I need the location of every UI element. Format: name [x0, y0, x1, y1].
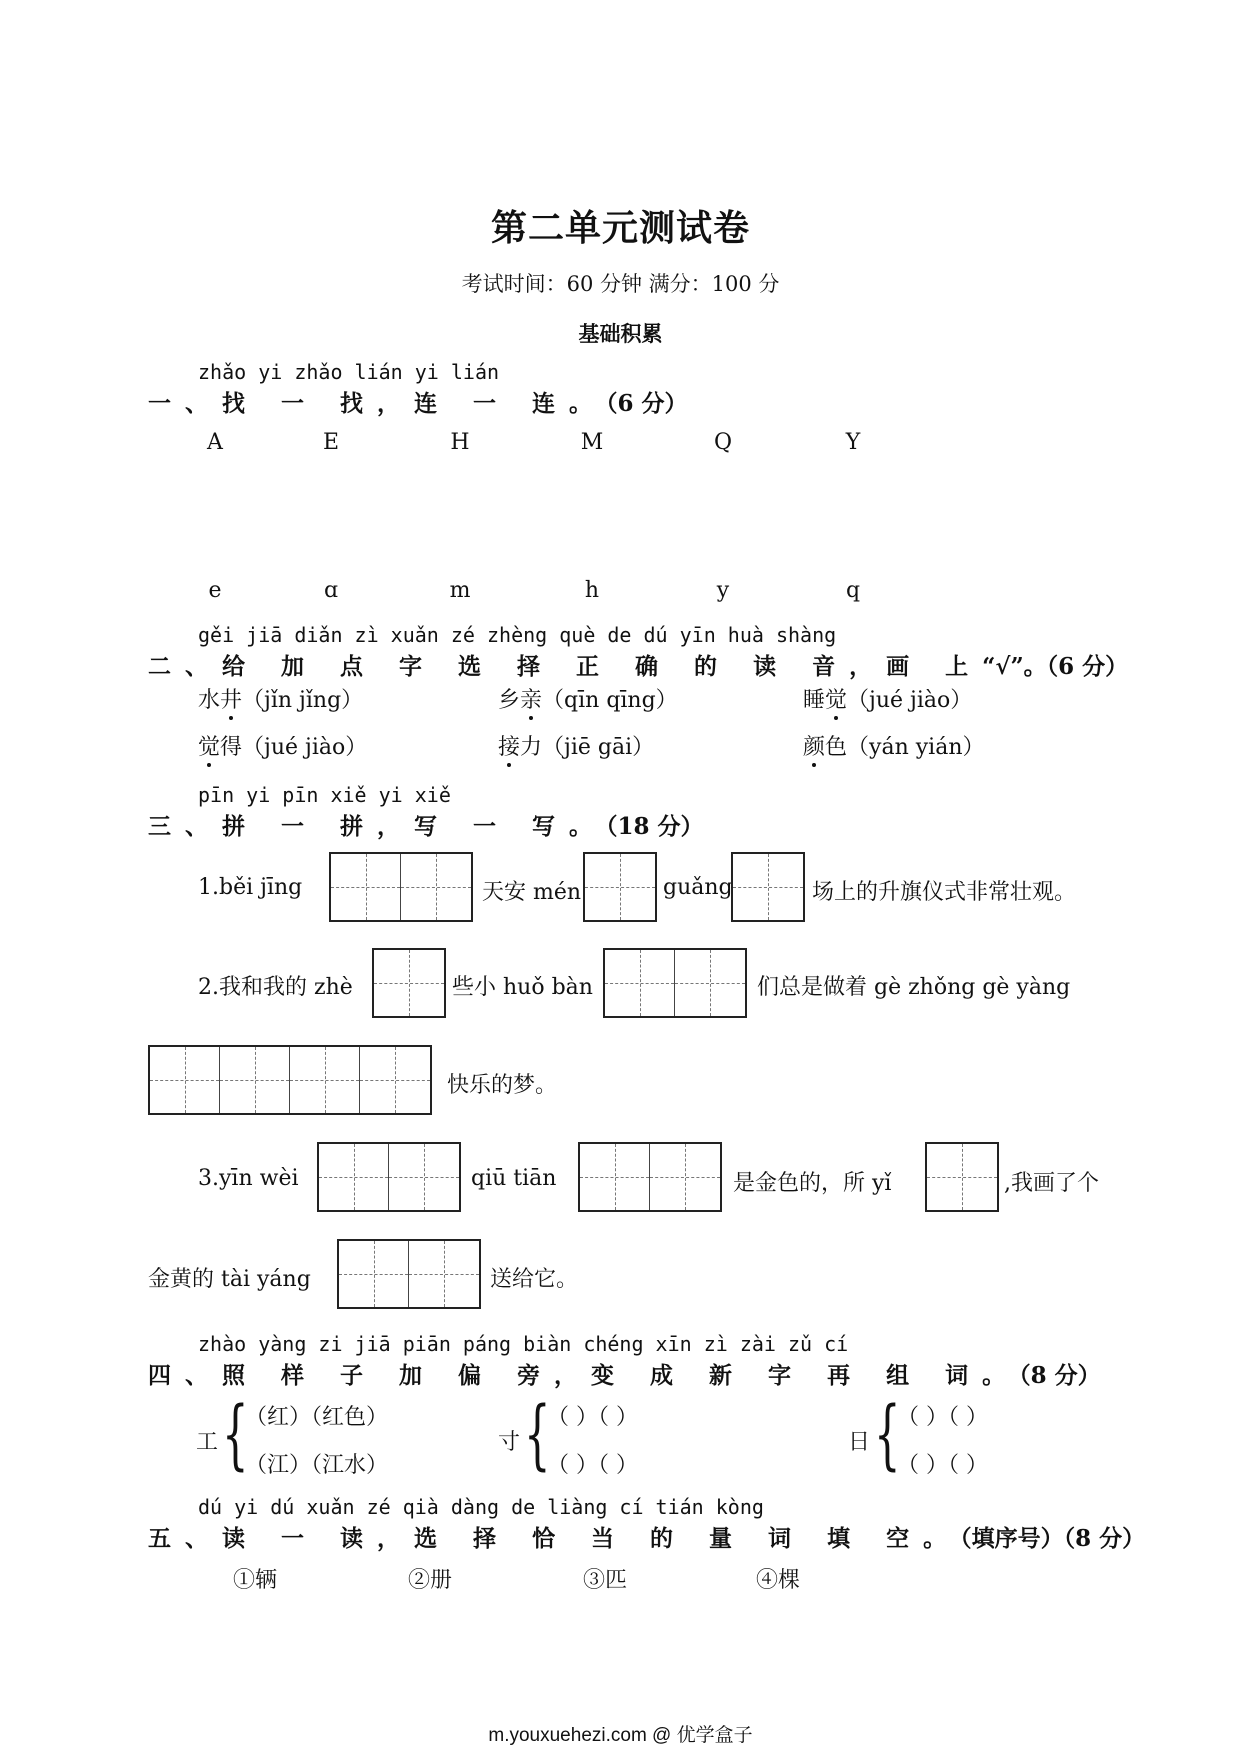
q1-pinyin: zhǎo yi zhǎo lián yi lián — [198, 360, 500, 384]
exam-info: 考试时间：60 分钟 满分：100 分 — [461, 272, 780, 296]
letter-lower[interactable]: e — [208, 578, 222, 603]
q5-option[interactable]: ④棵 — [756, 1568, 801, 1593]
write-grid-zhe[interactable] — [372, 948, 446, 1018]
brace-icon: { — [874, 1389, 901, 1478]
letter-lower[interactable]: h — [584, 578, 600, 603]
write-grid-gezhonggeyang[interactable] — [148, 1045, 432, 1115]
q4-example-line: （江）（江水） — [245, 1453, 389, 1478]
s3-text-wohua: ,我画了个 — [1004, 1171, 1099, 1196]
s1-text-tiananmen: 天安 mén — [482, 880, 582, 905]
s3-text-jinhuang: 金黄的 tài yáng — [148, 1267, 311, 1292]
letter-upper[interactable]: M — [580, 430, 604, 455]
q4-answer-line[interactable]: （ ）（ ） — [547, 1405, 638, 1430]
s2-text-huoban: 些小 huǒ bàn — [452, 975, 593, 1000]
page-title: 第二单元测试卷 — [490, 207, 750, 249]
q5-option[interactable]: ②册 — [408, 1568, 453, 1593]
brace-icon: { — [222, 1389, 249, 1478]
q4-example-line: （红）（红色） — [245, 1405, 389, 1430]
q4-pinyin: zhào yàng zi jiā piān páng biàn chéng xīn zì zài zǔ cí — [198, 1332, 849, 1356]
letter-lower[interactable]: y — [716, 578, 730, 603]
q5-option[interactable]: ①辆 — [233, 1568, 278, 1593]
s1-pinyin-guang: guǎng — [663, 875, 733, 900]
q5-heading: 五、读 一 读，选 择 恰 当 的 量 词 填 空。（填序号）（8 分） — [148, 1525, 1146, 1552]
q2-item[interactable]: 水井（jǐn jǐng） — [198, 683, 363, 714]
q3-pinyin: pīn yi pīn xiě yi xiě — [198, 783, 451, 807]
q3-heading: 三、拼 一 拼，写 一 写。（18 分） — [148, 813, 704, 840]
letter-upper[interactable]: E — [322, 430, 340, 455]
q5-pinyin: dú yi dú xuǎn zé qià dàng de liàng cí tián kòng — [198, 1495, 764, 1519]
s3-text-jinse: 是金色的，所 yǐ — [733, 1171, 892, 1196]
section-heading: 基础积累 — [578, 321, 663, 346]
letter-lower[interactable]: q — [845, 578, 861, 603]
q4-root-cun: 寸 — [498, 1430, 521, 1455]
s1-pinyin-beijing: 1.běi jīng — [198, 875, 303, 900]
letter-upper[interactable]: H — [450, 430, 470, 455]
write-grid-beijing[interactable] — [329, 852, 473, 922]
letter-lower[interactable]: ɑ — [323, 578, 339, 603]
write-grid-yi[interactable] — [925, 1142, 999, 1212]
q4-heading: 四、照 样 子 加 偏 旁，变 成 新 字 再 组 词。（8 分） — [148, 1362, 1101, 1389]
s2-text-start: 2.我和我的 zhè — [198, 975, 353, 1000]
q4-answer-line[interactable]: （ ）（ ） — [897, 1405, 988, 1430]
q2-item[interactable]: 颜色（yán yián） — [803, 730, 985, 761]
write-grid-yinwei[interactable] — [317, 1142, 461, 1212]
write-grid-huoban[interactable] — [603, 948, 747, 1018]
q4-root-gong: 工 — [196, 1430, 219, 1455]
q2-item[interactable]: 睡觉（jué jiào） — [803, 683, 972, 714]
q2-heading: 二、给 加 点 字 选 择 正 确 的 读 音，画 上“√”。（6 分） — [148, 653, 1129, 680]
q2-pinyin: gěi jiā diǎn zì xuǎn zé zhèng què de dú yīn huà shàng — [198, 623, 837, 647]
s3-pinyin-yinwei: 3.yīn wèi — [198, 1166, 299, 1191]
q4-root-ri: 日 — [848, 1430, 871, 1455]
footer-watermark: m.youxuehezi.com @ 优学盒子 — [488, 1725, 753, 1746]
s3-text-end: 送给它。 — [490, 1267, 579, 1292]
q2-item[interactable]: 觉得（jué jiào） — [198, 730, 367, 761]
brace-icon: { — [524, 1389, 551, 1478]
s2-text-end: 快乐的梦。 — [447, 1073, 558, 1098]
q4-answer-line[interactable]: （ ）（ ） — [547, 1453, 638, 1478]
q5-option[interactable]: ③匹 — [583, 1568, 628, 1593]
s3-pinyin-qiutian: qiū tiān — [471, 1166, 557, 1191]
write-grid-guang[interactable] — [731, 852, 805, 922]
letter-lower[interactable]: m — [449, 578, 471, 603]
write-grid-men[interactable] — [583, 852, 657, 922]
s2-text-gezhong: 们总是做着 gè zhǒng gè yàng — [757, 975, 1071, 1000]
q1-heading: 一、找 一 找，连 一 连。（6 分） — [148, 390, 688, 417]
s1-text-end: 场上的升旗仪式非常壮观。 — [812, 880, 1077, 905]
write-grid-taiyang[interactable] — [337, 1239, 481, 1309]
q4-answer-line[interactable]: （ ）（ ） — [897, 1453, 988, 1478]
write-grid-qiutian[interactable] — [578, 1142, 722, 1212]
letter-upper[interactable]: Y — [845, 430, 861, 455]
q2-item[interactable]: 接力（jiē gāi） — [498, 730, 654, 761]
q2-item[interactable]: 乡亲（qīn qīng） — [498, 683, 678, 714]
letter-upper[interactable]: Q — [713, 430, 733, 455]
letter-upper[interactable]: A — [207, 430, 223, 455]
